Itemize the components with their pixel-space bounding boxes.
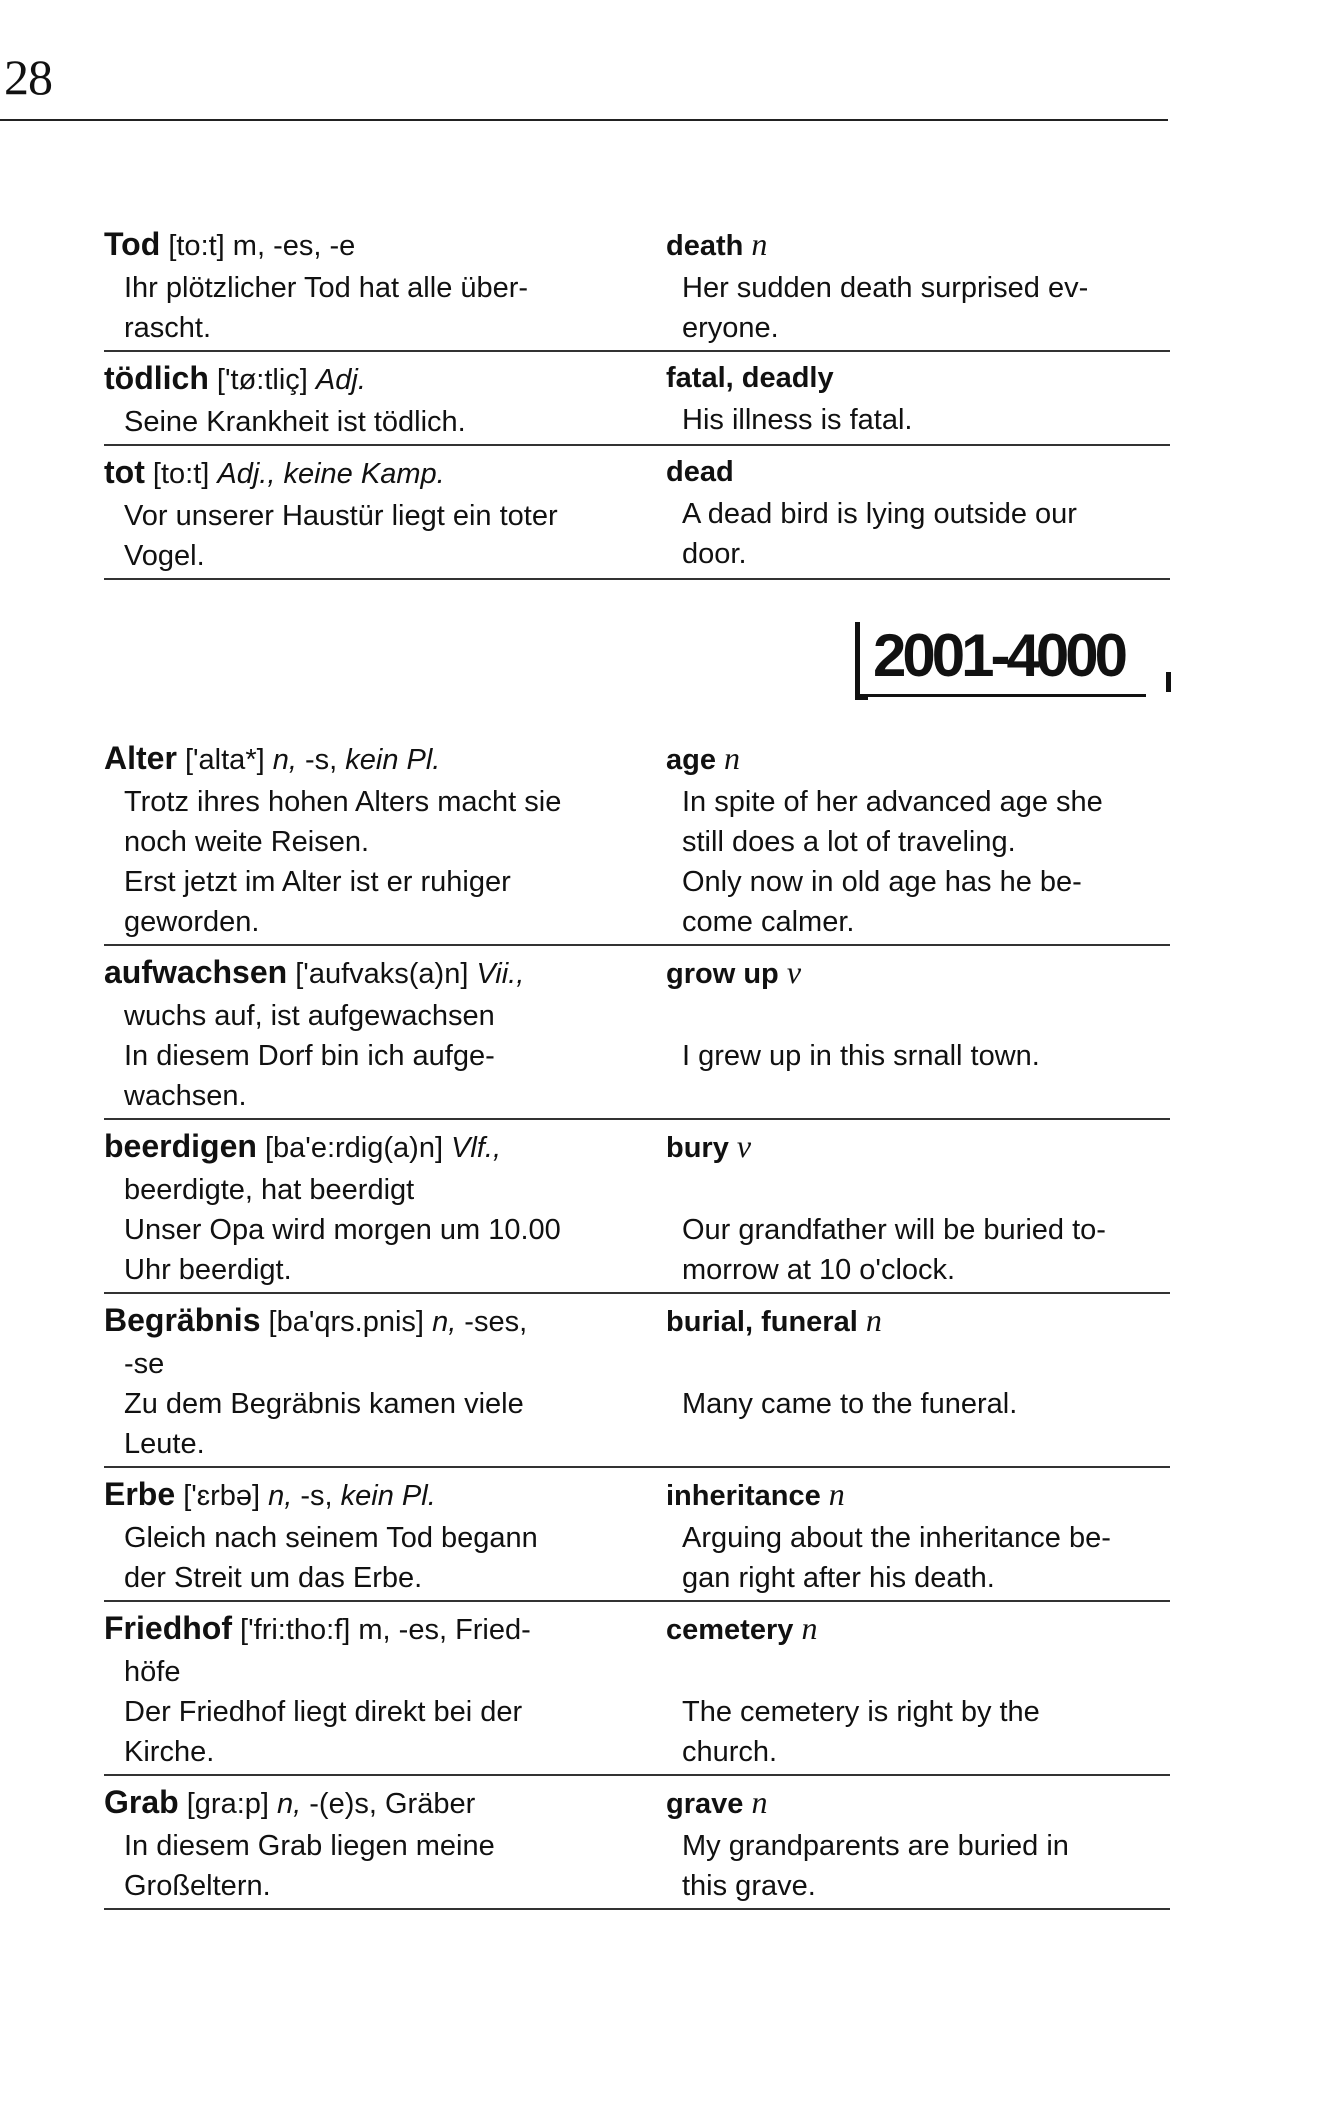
german-example-line: Uhr beerdigt. (124, 1254, 292, 1286)
grammar-italic: Vii., (476, 958, 525, 990)
grammar-italic: n, (268, 1480, 293, 1512)
headword-line (104, 1294, 666, 1344)
grammar-continuation: beerdigte, hat beerdigt (124, 1174, 415, 1206)
pronunciation-grammar: [gra:p] (178, 1788, 278, 1820)
german-example-line: rascht. (124, 312, 212, 344)
english-column (666, 1294, 1170, 1464)
grammar-italic: n, (432, 1306, 457, 1338)
german-example-line: Trotz ihres hohen Alters macht sie (124, 786, 562, 818)
vocab-section-1 (104, 218, 1170, 580)
german-example-line: In diesem Grab liegen meine (124, 1830, 495, 1862)
grammar-italic: n, (277, 1788, 302, 1820)
pronunciation-grammar: [ba'qrs.pnis] (260, 1306, 433, 1338)
grammar-forms: -s, (296, 744, 346, 776)
entry-row (104, 1468, 1170, 1598)
translation: fatal, deadly (666, 362, 834, 394)
german-example-line: Erst jetzt im Alter ist er ruhiger (124, 866, 511, 898)
headword: Friedhof (104, 1610, 232, 1646)
german-example-line: Ihr plötzlicher Tod hat alle über- (124, 272, 529, 304)
english-column (666, 1468, 1170, 1598)
german-column (104, 218, 666, 348)
german-column (104, 446, 666, 576)
vocab-entry (104, 446, 1170, 580)
english-example-line: gan right after his death. (682, 1562, 995, 1594)
english-example-line: A dead bird is lying outside our (682, 498, 1077, 530)
entry-row (104, 732, 1170, 942)
vocab-section-2 (104, 732, 1170, 1910)
english-example-line: In spite of her advanced age she (682, 786, 1103, 818)
english-example-line: Arguing about the inheritance be- (682, 1522, 1111, 1554)
german-example-line: Der Friedhof liegt direkt bei der (124, 1696, 523, 1728)
german-example-line: Leute. (124, 1428, 205, 1460)
range-underline (856, 694, 1146, 697)
german-column (104, 732, 666, 942)
headword-line (104, 1602, 666, 1652)
translation-line (666, 946, 1170, 996)
german-column (104, 946, 666, 1116)
range-heading: 2001-4000 (873, 622, 1124, 689)
grammar-continuation: wuchs auf, ist aufgewachsen (124, 1000, 495, 1032)
vocab-entry (104, 1120, 1170, 1294)
german-example-line: Vogel. (124, 540, 205, 572)
part-of-speech: n (751, 1784, 768, 1820)
german-example-line: Unser Opa wird morgen um 10.00 (124, 1214, 561, 1246)
headword-line (104, 946, 666, 996)
grammar-italic: Adj. (315, 364, 366, 396)
headword: Begräbnis (104, 1302, 261, 1338)
grammar-italic: n, (272, 744, 297, 776)
part-of-speech: n (828, 1476, 845, 1512)
entry-row (104, 1294, 1170, 1464)
english-column (666, 1776, 1170, 1906)
entry-row (104, 946, 1170, 1116)
entry-row (104, 1602, 1170, 1772)
entry-row (104, 1776, 1170, 1906)
german-example-line: geworden. (124, 906, 260, 938)
english-column (666, 1602, 1170, 1772)
headword-line (104, 446, 666, 496)
spacer-line (666, 996, 1170, 1036)
grammar-forms: -(e)s, Gräber (301, 1788, 476, 1820)
german-example-line: Kirche. (124, 1736, 215, 1768)
german-column (104, 1468, 666, 1598)
part-of-speech: n (865, 1302, 882, 1338)
headword-line (104, 1120, 666, 1170)
part-of-speech: v (786, 954, 802, 990)
grammar-italic: Vlf., (451, 1132, 502, 1164)
headword-line (104, 352, 666, 402)
headword: tödlich (104, 360, 209, 396)
headword-line (104, 1776, 666, 1826)
headword-line (104, 1468, 666, 1518)
translation-line (666, 446, 1170, 494)
english-example-line: Her sudden death surprised ev- (682, 272, 1089, 304)
translation: burial, funeral (666, 1306, 858, 1338)
grammar-continuation: höfe (124, 1656, 181, 1688)
pronunciation-grammar: ['alta*] (176, 744, 273, 776)
grammar-continuation: -se (124, 1348, 165, 1380)
pronunciation-grammar: [ba'e:rdig(a)n] (256, 1132, 452, 1164)
english-example-line: My grandparents are buried in (682, 1830, 1069, 1862)
spacer-line (666, 1170, 1170, 1210)
grammar-forms: -ses, (456, 1306, 528, 1338)
english-column (666, 446, 1170, 576)
english-column (666, 732, 1170, 942)
german-example-line: In diesem Dorf bin ich aufge- (124, 1040, 495, 1072)
translation: grow up (666, 958, 779, 990)
translation-line (666, 1776, 1170, 1826)
english-column (666, 946, 1170, 1116)
entry-row (104, 352, 1170, 442)
translation: age (666, 744, 716, 776)
english-example-line: come calmer. (682, 906, 855, 938)
headword: tot (104, 454, 145, 490)
vocab-entry (104, 1294, 1170, 1468)
english-example-line: The cemetery is right by the (682, 1696, 1040, 1728)
german-example-line: Zu dem Begräbnis kamen viele (124, 1388, 524, 1420)
headword-line (104, 732, 666, 782)
translation-line (666, 1468, 1170, 1518)
vocab-entry (104, 1468, 1170, 1602)
vocab-entry (104, 1776, 1170, 1910)
german-example-line: Vor unserer Haustür liegt ein toter (124, 500, 558, 532)
translation-line (666, 1294, 1170, 1344)
pronunciation-grammar: ['aufvaks(a)n] (287, 958, 477, 990)
translation: death (666, 230, 744, 262)
english-example-line: His illness is fatal. (682, 404, 913, 436)
german-column (104, 1120, 666, 1290)
pronunciation-grammar: [to:t] m, -es, -e (160, 230, 356, 262)
translation: cemetery (666, 1614, 794, 1646)
headword: Tod (104, 226, 161, 262)
grammar-italic-2: kein Pl. (340, 1480, 436, 1512)
headword: Erbe (104, 1476, 176, 1512)
english-column (666, 1120, 1170, 1290)
translation-line (666, 352, 1170, 400)
english-example-line: church. (682, 1736, 778, 1768)
part-of-speech: n (751, 226, 768, 262)
translation-line (666, 1602, 1170, 1652)
german-column (104, 1776, 666, 1906)
part-of-speech: v (736, 1128, 752, 1164)
translation: grave (666, 1788, 744, 1820)
translation-line (666, 218, 1170, 268)
part-of-speech: n (724, 740, 741, 776)
page-number: 28 (4, 49, 52, 105)
german-column (104, 352, 666, 442)
german-example-line: Gleich nach seinem Tod begann (124, 1522, 538, 1554)
german-column (104, 1602, 666, 1772)
vocab-entry (104, 1602, 1170, 1776)
translation: bury (666, 1132, 729, 1164)
english-example-line: this grave. (682, 1870, 816, 1902)
english-example-line: door. (682, 538, 747, 570)
pronunciation-grammar: [to:t] (144, 458, 218, 490)
entry-row (104, 1120, 1170, 1290)
vocab-entry (104, 946, 1170, 1120)
pronunciation-grammar: ['fri:tho:f] m, -es, Fried- (231, 1614, 531, 1646)
english-example-line: morrow at 10 o'clock. (682, 1254, 956, 1286)
headword: aufwachsen (104, 954, 288, 990)
german-example-line: der Streit um das Erbe. (124, 1562, 423, 1594)
german-example-line: noch weite Reisen. (124, 826, 370, 858)
vocab-entry (104, 732, 1170, 946)
headword: Alter (104, 740, 177, 776)
spacer-line (666, 1344, 1170, 1384)
english-example-line: Our grandfather will be buried to- (682, 1214, 1106, 1246)
range-marker (1166, 672, 1171, 692)
vocab-entry (104, 218, 1170, 352)
headword: beerdigen (104, 1128, 257, 1164)
grammar-italic: Adj., keine Kamp. (217, 458, 445, 490)
headword: Grab (104, 1784, 179, 1820)
part-of-speech: n (801, 1610, 818, 1646)
german-example-line: wachsen. (124, 1080, 247, 1112)
translation: inheritance (666, 1480, 821, 1512)
pronunciation-grammar: ['tø:tliç] (208, 364, 316, 396)
german-example-line: Seine Krankheit ist tödlich. (124, 406, 466, 438)
german-column (104, 1294, 666, 1464)
headword-line (104, 218, 666, 268)
english-example-line: still does a lot of traveling. (682, 826, 1016, 858)
grammar-italic-2: kein Pl. (345, 744, 441, 776)
vocab-entry (104, 352, 1170, 446)
entry-row (104, 446, 1170, 576)
pronunciation-grammar: ['ɛrbə] (175, 1480, 269, 1512)
translation: dead (666, 456, 734, 488)
entry-row (104, 218, 1170, 348)
translation-line (666, 732, 1170, 782)
grammar-forms: -s, (292, 1480, 341, 1512)
spacer-line (666, 1652, 1170, 1692)
english-example-line: eryone. (682, 312, 779, 344)
translation-line (666, 1120, 1170, 1170)
header-rule (0, 119, 1168, 121)
english-example-line: I grew up in this srnall town. (682, 1040, 1040, 1072)
english-example-line: Only now in old age has he be- (682, 866, 1082, 898)
german-example-line: Großeltern. (124, 1870, 271, 1902)
english-example-line: Many came to the funeral. (682, 1388, 1018, 1420)
english-column (666, 352, 1170, 442)
english-column (666, 218, 1170, 348)
